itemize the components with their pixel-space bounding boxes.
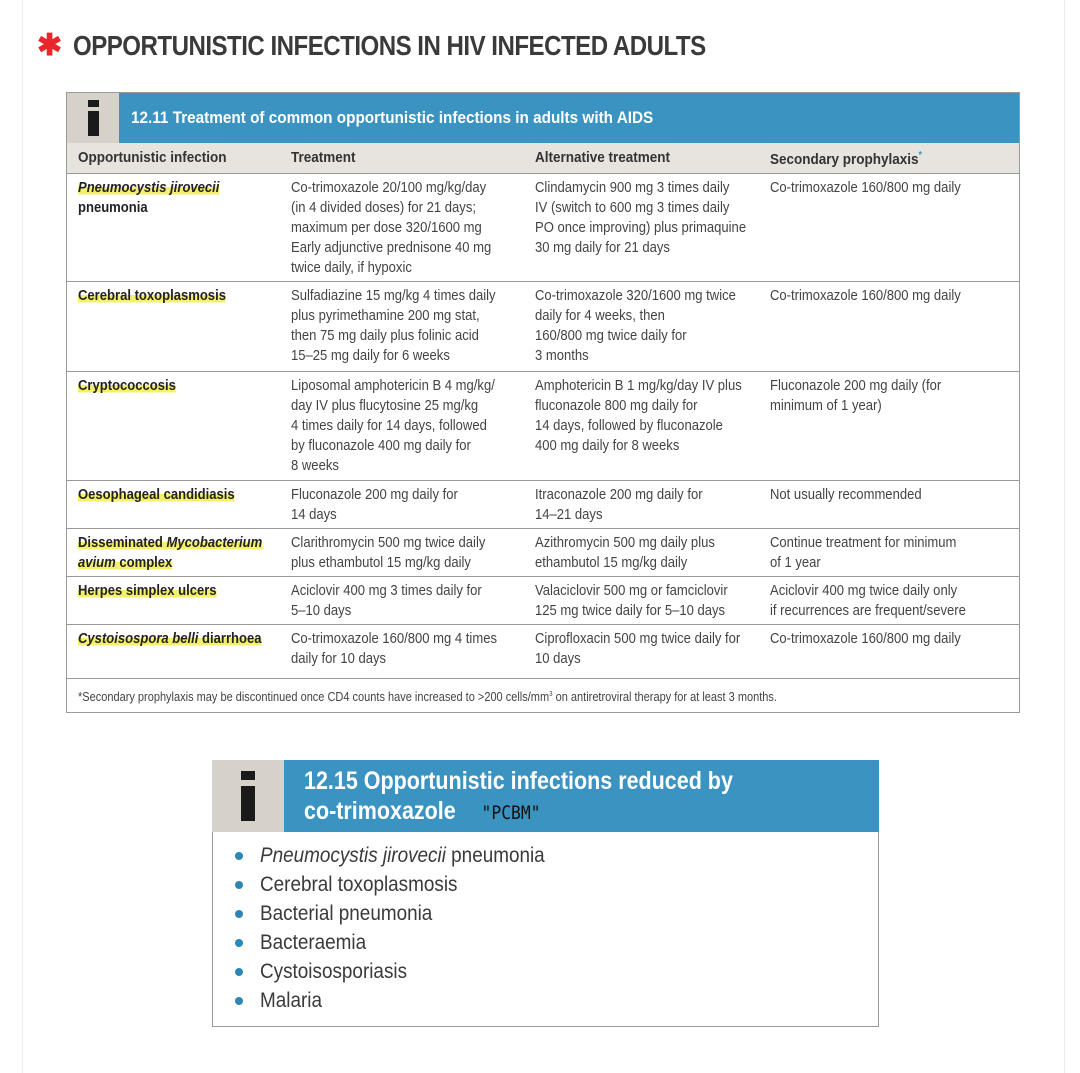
table-row — [67, 577, 1019, 625]
treatment-table-box — [66, 92, 1020, 713]
treatment-cell: Fluconazole 200 mg daily for 14 days — [280, 481, 523, 529]
alternative-cell: Valaciclovir 500 mg or famciclovir 125 mg twice daily for 5–10 days — [524, 577, 759, 625]
infection-cell: Oesophageal candidiasis — [67, 481, 280, 529]
prophylaxis-cell: Aciclovir 400 mg twice daily only if recurrences are frequent/severe — [759, 577, 1019, 625]
prophylaxis-cell: Fluconazole 200 mg daily (for minimum of 1 year) — [759, 372, 1019, 481]
box-title: 12.15 Opportunistic infections reduced by co-trimoxazole "PCBM" — [284, 760, 879, 832]
treatment-table — [67, 143, 1019, 679]
prophylaxis-cell: Not usually recommended — [759, 481, 1019, 529]
list-item: Cystoisosporiasis — [213, 957, 576, 986]
section-heading — [37, 28, 809, 64]
prophylaxis-cell: Co-trimoxazole 160/800 mg daily — [759, 625, 1019, 679]
infection-cell: Herpes simplex ulcers — [67, 577, 280, 625]
alternative-cell: Azithromycin 500 mg daily plus ethambutol 15 mg/kg daily — [524, 529, 759, 577]
treatment-cell: Aciclovir 400 mg 3 times daily for 5–10 days — [280, 577, 523, 625]
footnote-marker: * — [918, 150, 922, 161]
column-header-infection: Opportunistic infection — [67, 143, 280, 174]
box-title-bar — [212, 760, 879, 832]
table-footnote: *Secondary prophylaxis may be discontinued once CD4 counts have increased to >200 cells/$mm^3$ on antiretroviral therapy for at least 3 months. — [78, 690, 777, 704]
column-header-prophylaxis: Secondary prophylaxis* — [759, 143, 1019, 174]
table-row — [67, 625, 1019, 679]
info-icon — [67, 93, 119, 143]
bullet-icon — [235, 968, 243, 976]
treatment-cell: Liposomal amphotericin B 4 mg/kg/ day IV plus flucytosine 25 mg/kg 4 times daily for 14 days, followed by fluconazole 400 mg daily for 8 weeks — [280, 372, 523, 481]
treatment-cell: Co-trimoxazole 160/800 mg 4 times daily for 10 days — [280, 625, 523, 679]
bullet-icon — [235, 997, 243, 1005]
alternative-cell: Amphotericin B 1 mg/kg/day IV plus fluconazole 800 mg daily for 14 days, followed by fluconazole 400 mg daily for 8 weeks — [524, 372, 759, 481]
table-row — [67, 174, 1019, 282]
treatment-cell: Clarithromycin 500 mg twice daily plus ethambutol 15 mg/kg daily — [280, 529, 523, 577]
prophylaxis-cell: Co-trimoxazole 160/800 mg daily — [759, 174, 1019, 282]
treatment-cell: Co-trimoxazole 20/100 mg/kg/day (in 4 divided doses) for 21 days; maximum per dose 320/1600 mg Early adjunctive prednisone 40 mg twice daily, if hypoxic — [280, 174, 523, 282]
infection-cell: Pneumocystis jirovecii pneumonia — [67, 174, 280, 282]
bullet-icon — [235, 852, 243, 860]
infection-list — [213, 841, 576, 1015]
page-frame-left — [22, 0, 23, 1073]
infection-cell: Cryptococcosis — [67, 372, 280, 481]
prophylaxis-cell: Co-trimoxazole 160/800 mg daily — [759, 282, 1019, 372]
treatment-cell: Sulfadiazine 15 mg/kg 4 times daily plus pyrimethamine 200 mg stat, then 75 mg daily plus folinic acid 15–25 mg daily for 6 weeks — [280, 282, 523, 372]
table-row — [67, 372, 1019, 481]
list-item: Pneumocystis jirovecii pneumonia — [213, 841, 576, 870]
table-header-row — [67, 143, 1019, 174]
cotrimoxazole-box — [212, 760, 879, 1027]
list-item: Cerebral toxoplasmosis — [213, 870, 576, 899]
alternative-cell: Clindamycin 900 mg 3 times daily IV (switch to 600 mg 3 times daily PO once improving) plus primaquine 30 mg daily for 21 days — [524, 174, 759, 282]
asterisk-icon: ✱ — [37, 29, 63, 62]
list-item: Bacterial pneumonia — [213, 899, 576, 928]
bullet-icon — [235, 910, 243, 918]
infection-cell: Cystoisospora belli diarrhoea — [67, 625, 280, 679]
handwritten-note: "PCBM" — [481, 802, 541, 824]
table-row — [67, 529, 1019, 577]
table-row — [67, 481, 1019, 529]
table-title-bar — [67, 93, 1019, 143]
bullet-icon — [235, 881, 243, 889]
page-title: OPPORTUNISTIC INFECTIONS IN HIV INFECTED ADULTS — [73, 30, 706, 61]
column-header-treatment: Treatment — [280, 143, 523, 174]
alternative-cell: Ciprofloxacin 500 mg twice daily for 10 days — [524, 625, 759, 679]
alternative-cell: Itraconazole 200 mg daily for 14–21 days — [524, 481, 759, 529]
list-item: Malaria — [213, 986, 576, 1015]
infection-cell: Disseminated Mycobacterium avium complex — [67, 529, 280, 577]
info-icon — [212, 760, 284, 832]
table-title: 12.11 Treatment of common opportunistic infections in adults with AIDS — [119, 93, 1019, 143]
page-frame-right — [1064, 0, 1065, 1073]
column-header-alternative: Alternative treatment — [524, 143, 759, 174]
bullet-icon — [235, 939, 243, 947]
prophylaxis-cell: Continue treatment for minimum of 1 year — [759, 529, 1019, 577]
list-item: Bacteraemia — [213, 928, 576, 957]
infection-cell: Cerebral toxoplasmosis — [67, 282, 280, 372]
alternative-cell: Co-trimoxazole 320/1600 mg twice daily for 4 weeks, then 160/800 mg twice daily for 3 months — [524, 282, 759, 372]
table-row — [67, 282, 1019, 372]
